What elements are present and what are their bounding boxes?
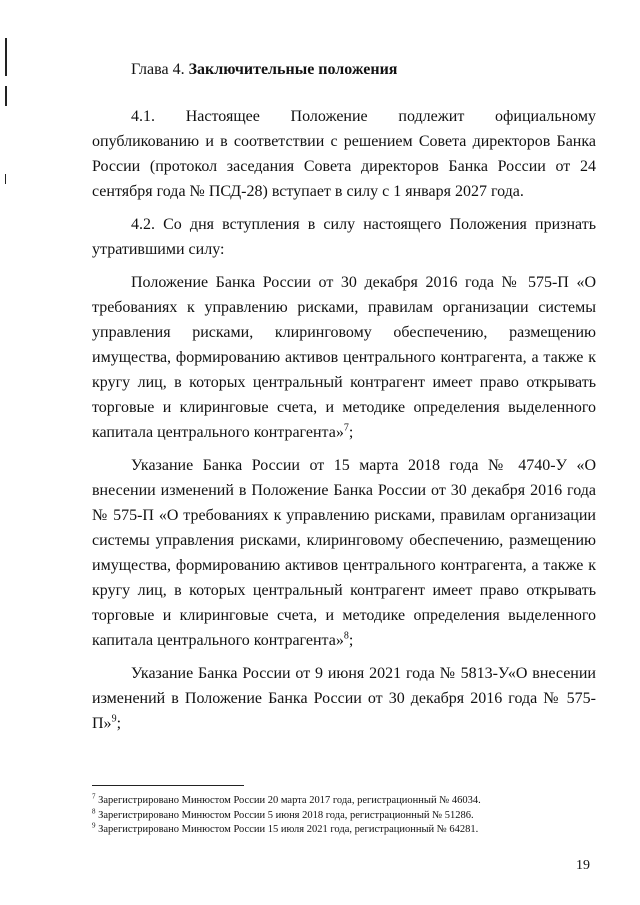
paragraph-text: Указание Банка России от 15 марта 2018 года № 4740-У «О внесении изменений в Положение Банка России от 30 декабря 2016 года № 575-П «О требованиях к управлению рисками, правилам организации системы управления рисками, клиринговому обеспечению, размещению имущества, формированию активов центрального контрагента, а также к кругу лиц, в которых центральный контрагент имеет право открывать торговые и клиринговые счета, и методике определения выделенного капитала центрального контрагента» xyxy=(92,457,596,649)
footnote-number: 9 xyxy=(92,821,96,830)
paragraph-text: Положение Банка России от 30 декабря 2016 года № 575-П «О требованиях к управлению рисками, правилам организации системы управления рисками, клиринговому обеспечению, размещению имущества, формированию активов центрального контрагента, а также к кругу лиц, в которых центральный контрагент имеет право открывать торговые и клиринговые счета, и методике определения выделенного капитала центрального контрагента» xyxy=(92,274,596,441)
footnote-item xyxy=(92,794,596,809)
footnote-ref: 9 xyxy=(111,713,117,725)
document-body xyxy=(92,104,596,744)
paragraph-text: 4.2. Со дня вступления в силу настоящего Положения признать утратившими силу: xyxy=(92,216,596,258)
footnote-item xyxy=(92,823,596,838)
scan-edge-mark xyxy=(5,86,7,106)
footnote-text: Зарегистрировано Минюстом России 5 июня 2018 года, регистрационный № 51286. xyxy=(98,809,474,821)
paragraph-4-1 xyxy=(92,104,596,204)
footnote-text: Зарегистрировано Минюстом России 20 марта 2017 года, регистрационный № 46034. xyxy=(98,795,481,806)
scan-edge-mark xyxy=(5,174,6,184)
footnote-number: 7 xyxy=(92,792,96,801)
paragraph-tail: ; xyxy=(348,632,354,649)
footnote-separator xyxy=(92,785,244,786)
scan-edge-mark xyxy=(5,38,7,76)
footnote-ref: 7 xyxy=(343,422,349,434)
paragraph-tail: ; xyxy=(348,424,354,441)
footnote-item xyxy=(92,809,596,824)
chapter-number: Глава 4. xyxy=(131,61,185,78)
footnote-text: Зарегистрировано Минюстом России 15 июля 2021 года, регистрационный № 64281. xyxy=(98,824,479,835)
footnote-number: 8 xyxy=(92,807,96,815)
chapter-heading xyxy=(131,60,397,80)
paragraph-text: Указание Банка России от 9 июня 2021 года № 5813-У«О внесении изменений в Положение Банка России от 30 декабря 2016 года № 575-П» xyxy=(92,665,596,732)
chapter-title: Заключительные положения xyxy=(188,61,398,78)
paragraph-4-2 xyxy=(92,212,596,262)
page-number: 19 xyxy=(576,858,590,873)
repealed-item-575-p xyxy=(92,270,596,445)
footnote-ref: 8 xyxy=(343,630,349,642)
paragraph-tail: ; xyxy=(116,715,122,732)
repealed-item-4740-u xyxy=(92,453,596,653)
footnotes xyxy=(92,794,596,838)
repealed-item-5813-u xyxy=(92,661,596,736)
paragraph-text: 4.1. Настоящее Положение подлежит официальному опубликованию и в соответствии с решением Совета директоров Банка России (протокол заседания Совета директоров Банка России от 24 сентября года № ПСД-28) вступает в силу с 1 января 2027 года. xyxy=(92,108,596,200)
